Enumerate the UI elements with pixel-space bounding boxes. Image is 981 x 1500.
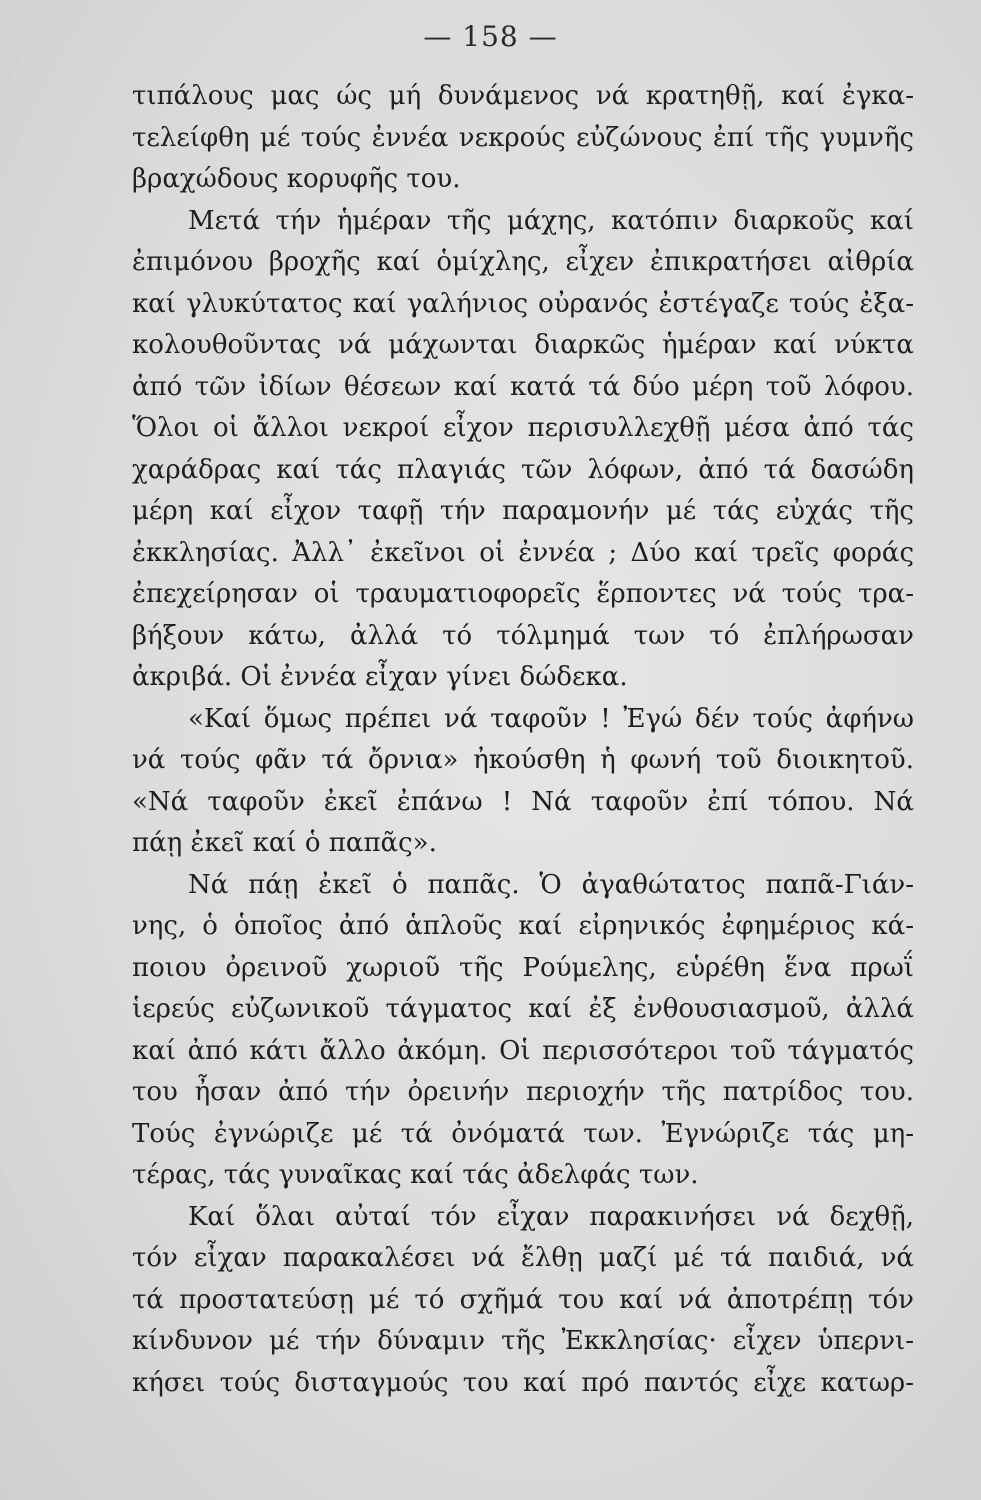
text-line: ἐκκλησίας. Ἀλλ᾽ ἐκεῖνοι οἱ ἐννέα ; Δύο καί τρεῖς φοράς xyxy=(132,537,914,568)
body-text xyxy=(132,76,914,1404)
text-line: πάῃ ἐκεῖ καί ὁ παπᾶς». xyxy=(132,828,437,858)
text-line: χαράδρας καί τάς πλαγιάς τῶν λόφων, ἀπό τά δασώδη xyxy=(132,454,914,485)
text-line: ἱερεύς εὐζωνικοῦ τάγματος καί ἐξ ἐνθουσιασμοῦ, ἀλλά xyxy=(132,994,914,1024)
text-line: τιπάλους μας ώς μή δυνάμενος νά κρατηθῇ, καί ἐγκα- xyxy=(132,81,914,111)
text-line: Νά πάῃ ἐκεῖ ὁ παπᾶς. Ὁ ἀγαθώτατος παπᾶ-Γιάν- xyxy=(188,869,914,900)
text-line: νά τούς φᾶν τά ὄρνια» ἠκούσθη ἡ φωνή τοῦ διοικητοῦ. xyxy=(132,745,914,775)
text-line: νης, ὁ ὁποῖος ἀπό ἁπλοῦς καί εἰρηνικός ἐφημέριος κά- xyxy=(132,911,914,941)
text-line: καί γλυκύτατος καί γαλήνιος οὐρανός ἐστέγαζε τούς ἐξα- xyxy=(132,288,914,319)
text-line: βραχώδους κορυφῆς του. xyxy=(132,164,461,194)
text-line: καί ἀπό κάτι ἄλλο ἀκόμη. Οἱ περισσότεροι τοῦ τάγματός xyxy=(132,1035,914,1066)
text-line: κολουθοῦντας νά μάχωνται διαρκῶς ἡμέραν καί νύκτα xyxy=(132,330,914,360)
text-line: Ὅλοι οἱ ἄλλοι νεκροί εἶχον περισυλλεχθῇ μέσα ἀπό τάς xyxy=(132,413,914,443)
text-line: μέρη καί εἶχον ταφῇ τήν παραμονήν μέ τάς εὐχάς τῆς xyxy=(132,496,914,526)
text-line: ἐπεχείρησαν οἱ τραυματιοφορεῖς ἕρποντες νά τούς τρα- xyxy=(132,579,914,609)
text-line: τόν εἶχαν παρακαλέσει νά ἔλθῃ μαζί μέ τά παιδιά, νά xyxy=(132,1243,914,1273)
text-line: Τούς ἐγνώριζε μέ τά ὀνόματά των. Ἐγνώριζε τάς μη- xyxy=(132,1118,914,1149)
text-line: ἀκριβά. Οἱ ἐννέα εἶχαν γίνει δώδεκα. xyxy=(132,662,628,692)
text-line: ἀπό τῶν ἰδίων θέσεων καί κατά τά δύο μέρη τοῦ λόφου. xyxy=(132,371,914,402)
text-line: βήξουν κάτω, ἀλλά τό τόλμημά των τό ἐπλήρωσαν xyxy=(132,620,914,651)
text-line: τελείφθη μέ τούς ἐννέα νεκρούς εὐζώνους ἐπί τῆς γυμνῆς xyxy=(132,122,914,153)
text-line: κήσει τούς δισταγμούς του καί πρό παντός εἶχε κατωρ- xyxy=(132,1367,914,1398)
text-line: κίνδυνον μέ τήν δύναμιν τῆς Ἐκκλησίας· εἶχεν ὑπερνι- xyxy=(132,1326,914,1356)
text-line: «Νά ταφοῦν ἐκεῖ ἐπάνω ! Νά ταφοῦν ἐπί τόπου. Νά xyxy=(132,786,914,817)
text-line: «Καί ὅμως πρέπει νά ταφοῦν ! Ἐγώ δέν τούς ἀφήνω xyxy=(188,703,914,734)
text-line: τά προστατεύσῃ μέ τό σχῆμά του καί νά ἀποτρέπῃ τόν xyxy=(132,1284,914,1315)
text-line: Καί ὅλαι αὐταί τόν εἶχαν παρακινήσει νά δεχθῇ, xyxy=(188,1201,914,1232)
text-line: του ἦσαν ἀπό τήν ὀρεινήν περιοχήν τῆς πατρίδος του. xyxy=(132,1077,914,1107)
text-line: Μετά τήν ἡμέραν τῆς μάχης, κατόπιν διαρκοῦς καί xyxy=(188,205,914,236)
text-line: ἐπιμόνου βροχῆς καί ὁμίχλης, εἶχεν ἐπικρατήσει αἰθρία xyxy=(132,247,914,277)
text-line: τέρας, τάς γυναῖκας καί τάς ἀδελφάς των. xyxy=(132,1160,699,1190)
page-number: — 158 — xyxy=(423,20,558,53)
text-line: ποιου ὀρεινοῦ χωριοῦ τῆς Ρούμελης, εὑρέθη ἕνα πρωΐ xyxy=(132,952,914,983)
